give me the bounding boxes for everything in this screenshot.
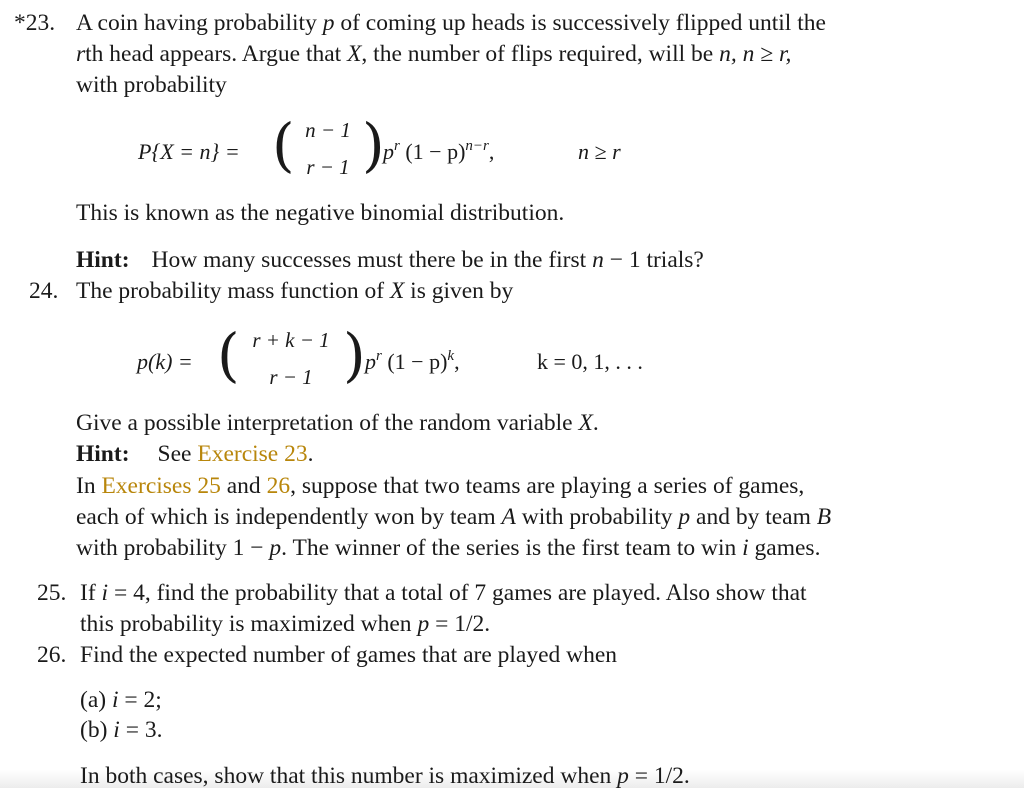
exercise-23-number: *23.	[14, 10, 56, 36]
exercise-26-link[interactable]: 26	[266, 473, 291, 499]
exercise-26-number: 26.	[37, 642, 67, 668]
exercise-25-line-1: If i = 4, find the probability that a total of 7 games are played. Also show that	[80, 580, 807, 606]
equation-lhs: p(k) =	[137, 349, 193, 374]
exercise-26-final: In both cases, show that this number is maximized when p = 1/2.	[80, 763, 690, 789]
right-paren: )	[362, 111, 385, 179]
binomial-top: r + k − 1	[252, 328, 330, 352]
exercise-25-number: 25.	[37, 580, 67, 606]
left-paren: (	[217, 321, 240, 389]
exercise-23-line-3: with probability	[76, 72, 227, 98]
exercise-23-link[interactable]: Exercise 23	[197, 441, 308, 467]
equation-rhs: $p^r$ $(1 - p)^{n-r}$,	[383, 138, 495, 164]
exercise-26-line-1: Find the expected number of games that are played when	[80, 642, 618, 668]
exercise-23-line-1: A coin having probability p of coming up heads is successively flipped until the	[76, 10, 826, 36]
left-paren: (	[272, 111, 295, 179]
exercise-26-part-a: (a) i = 2;	[80, 687, 162, 713]
binomial-top: n − 1	[305, 118, 351, 142]
equation-condition: n ≥ r	[578, 139, 621, 164]
exercise-24-question: Give a possible interpretation of the random variable X.	[76, 410, 599, 436]
right-paren: )	[343, 321, 366, 389]
series-intro-line-1: In Exercises 25 and 26, suppose that two teams are playing a series of games,	[76, 473, 805, 499]
equation-lhs: P{X = n} =	[138, 139, 240, 164]
exercise-24-number: 24.	[29, 278, 59, 304]
exercise-23-hint: Hint: How many successes must there be in the first n − 1 trials?	[76, 247, 704, 273]
exercise-24-hint: Hint: See Exercise 23.	[76, 441, 314, 467]
equation-rhs: $p^r$ $(1 - p)^k$,	[365, 348, 460, 374]
binomial-bottom: r − 1	[306, 155, 350, 179]
exercise-23-line-2: rth head appears. Argue that X, the number of flips required, will be n, n ≥ r,	[76, 41, 792, 67]
series-intro-line-3: with probability 1 − p. The winner of the series is the first team to win i games.	[76, 535, 821, 561]
equation-condition: k = 0, 1, . . .	[537, 349, 643, 374]
series-intro-line-2: each of which is independently won by team A with probability p and by team B	[76, 504, 832, 530]
negative-binomial-note: This is known as the negative binomial distribution.	[76, 200, 565, 226]
exercise-25-line-2: this probability is maximized when p = 1/2.	[80, 611, 491, 637]
binomial-bottom: r − 1	[269, 365, 313, 389]
exercise-26-part-b: (b) i = 3.	[80, 717, 163, 743]
exercise-24-line-1: The probability mass function of X is given by	[76, 278, 514, 304]
exercises-25-link[interactable]: Exercises 25	[101, 473, 221, 499]
